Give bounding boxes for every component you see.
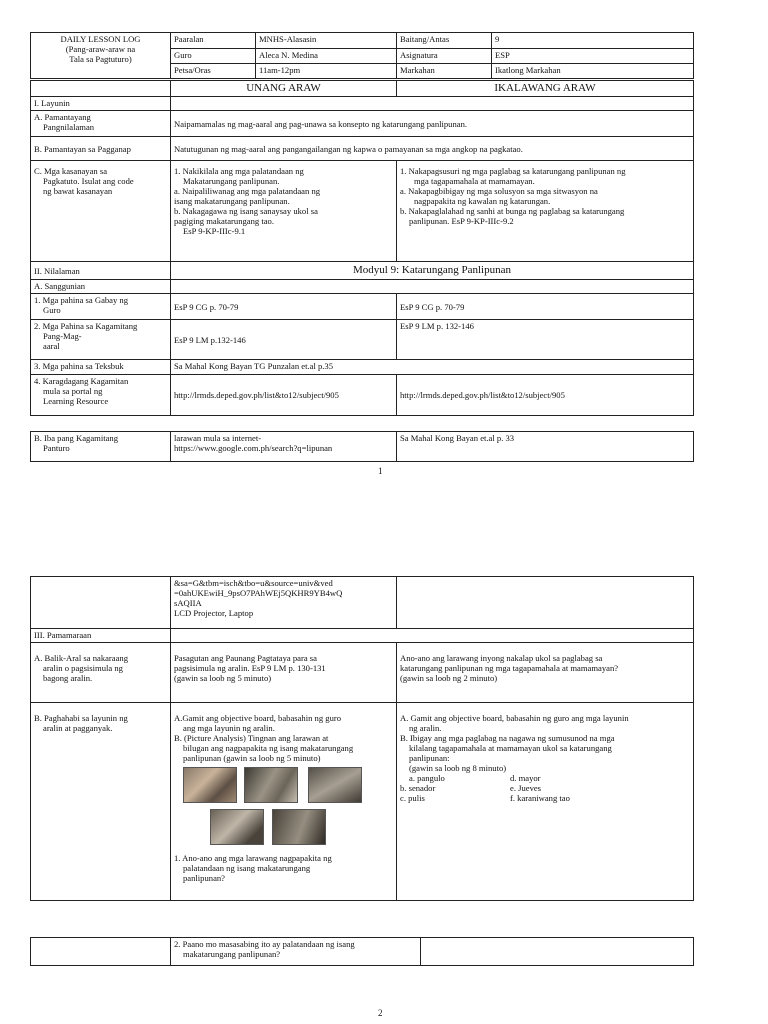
kasanayan-day2-line: 1. Nakapagsusuri ng mga paglabag sa katarungang panlipunan ng bbox=[400, 166, 626, 176]
kasanayan-day2-line: a. Nakapagbibigay ng mga solusyon sa mga sitwasyon na bbox=[400, 186, 598, 196]
paghahabi-day1 bbox=[171, 703, 397, 901]
petsa-label: Petsa/Oras bbox=[171, 64, 256, 79]
choice-item: d. mayor bbox=[510, 773, 541, 783]
lesson-log-title: DAILY LESSON LOG bbox=[60, 34, 141, 44]
pamantayang-label-1: A. Pamantayang bbox=[34, 112, 91, 122]
kagamitang-label-2: Pang-Mag- bbox=[43, 331, 82, 341]
iba-label-2: Panturo bbox=[43, 443, 70, 453]
kagamitang-day2: EsP 9 LM p. 132-146 bbox=[397, 320, 694, 360]
photo-3 bbox=[308, 767, 362, 803]
choice-item: a. pangulo bbox=[409, 773, 445, 783]
kasanayan-day2-line: mga tagapamahala at mamamayan. bbox=[414, 176, 535, 186]
nilalaman-value: Modyul 9: Katarungang Panlipunan bbox=[171, 262, 694, 280]
paghahabi-day1-line: B. (Picture Analysis) Tingnan ang larawan at bbox=[174, 733, 329, 743]
sanggunian-label: A. Sanggunian bbox=[31, 280, 171, 294]
balik-label-1: A. Balik-Aral sa nakaraang bbox=[34, 653, 129, 663]
paghahabi-day1-line: A.Gamit ang objective board, babasahin ng guro bbox=[174, 713, 342, 723]
day1-heading: UNANG ARAW bbox=[171, 81, 397, 97]
last-question-line-1: 2. Paano mo masasabing ito ay palatandaan ng isang bbox=[174, 939, 355, 949]
balik-day2-line: katarungang panlipunan ng mga tagapamahala at mamamayan? bbox=[400, 663, 619, 673]
balik-day2-line: Ano-ano ang larawang inyong nakalap ukol sa paglabag sa bbox=[400, 653, 603, 663]
balik-label bbox=[31, 643, 171, 703]
choice-item: f. karaniwang tao bbox=[510, 793, 570, 803]
karagdagang-label bbox=[31, 375, 171, 416]
guro-label: Guro bbox=[171, 49, 256, 64]
balik-day2 bbox=[397, 643, 694, 703]
kasanayan-day1-line: a. Naipaliliwanag ang mga palatandaan ng bbox=[174, 186, 321, 196]
paghahabi-day2-line: (gawin sa loob ng 8 minuto) bbox=[409, 763, 507, 773]
paghahabi-day1-line: panlipunan (gawin sa loob ng 5 minuto) bbox=[183, 753, 321, 763]
kasanayan-day1-line: 1. Nakikilala ang mga palatandaan ng bbox=[174, 166, 304, 176]
page-number-1: 1 bbox=[378, 466, 383, 476]
paaralan-label: Paaralan bbox=[171, 33, 256, 49]
pamantayang-value: Naipamamalas ng mag-aaral ang pag-unawa sa konsepto ng katarungang panlipunan. bbox=[171, 111, 694, 137]
kasanayan-label-1: C. Mga kasanayan sa bbox=[34, 166, 108, 176]
iba-day1 bbox=[171, 432, 397, 462]
paghahabi-day2-line: kilalang tagapamahala at mamamayan ukol sa katarungang bbox=[409, 743, 612, 753]
kagamitang-label-3: aaral bbox=[43, 341, 60, 351]
petsa-value: 11am-12pm bbox=[256, 64, 397, 79]
pamantayang-label bbox=[31, 111, 171, 137]
gabay-label bbox=[31, 294, 171, 320]
last-row-day2-blank bbox=[421, 938, 694, 966]
asignatura-value: ESP bbox=[492, 49, 694, 64]
balik-label-3: bagong aralin. bbox=[43, 673, 93, 683]
photo-4 bbox=[210, 809, 264, 845]
gabay-day1: EsP 9 CG p. 70-79 bbox=[171, 294, 397, 320]
pagganap-value: Natutugunan ng mag-aaral ang pangangailangan ng kapwa o pamayanan sa mga angkop na pagkatao. bbox=[171, 137, 694, 161]
paghahabi-day2-line: A. Gamit ang objective board, babasahin ng guro ang mga layunin bbox=[400, 713, 629, 723]
lesson-log-subtitle-2: Tala sa Pagtuturo) bbox=[69, 54, 132, 64]
cont-line: &sa=G&tbm=isch&tbo=u&source=univ&ved bbox=[174, 578, 333, 588]
asignatura-label: Asignatura bbox=[397, 49, 492, 64]
kasanayan-day2-line: nagpapakita ng kawalan ng katarungan. bbox=[414, 196, 551, 206]
choice-item: c. pulis bbox=[400, 793, 425, 803]
kagamitang-day1: EsP 9 LM p.132-146 bbox=[171, 320, 397, 360]
paghahabi-label bbox=[31, 703, 171, 901]
day2-heading: IKALAWANG ARAW bbox=[397, 81, 694, 97]
lesson-log-title-cell bbox=[31, 33, 171, 79]
iba-label bbox=[31, 432, 171, 462]
balik-day2-line: (gawin sa loob ng 2 minuto) bbox=[400, 673, 498, 683]
paghahabi-label-1: B. Paghahabi sa layunin ng bbox=[34, 713, 128, 723]
paghahabi-day2 bbox=[397, 703, 694, 901]
official-choices bbox=[400, 773, 690, 803]
karagdagang-label-2: mula sa portal ng bbox=[43, 386, 103, 396]
baitang-label: Baitang/Antas bbox=[397, 33, 492, 49]
paghahabi-day1-line: ang mga layunin ng aralin. bbox=[183, 723, 275, 733]
teksbuk-value: Sa Mahal Kong Bayan TG Punzalan et.al p.35 bbox=[171, 360, 694, 375]
cont-line: LCD Projector, Laptop bbox=[174, 608, 254, 618]
last-question-line-2: makatarungang panlipunan? bbox=[183, 949, 281, 959]
kagamitang-label-1: 2. Mga Pahina sa Kagamitang bbox=[34, 321, 138, 331]
header-table bbox=[30, 32, 694, 79]
nilalaman-label: II. Nilalaman bbox=[31, 262, 171, 280]
page-number-2: 2 bbox=[378, 1008, 383, 1018]
pamamaraan-blank bbox=[171, 629, 694, 643]
last-row-label-blank bbox=[31, 938, 171, 966]
kasanayan-day2-line: panlipunan. EsP 9-KP-IIIc-9.2 bbox=[409, 216, 514, 226]
kasanayan-day1-code: EsP 9-KP-IIIc-9.1 bbox=[183, 226, 246, 236]
paaralan-value: MNHS-Alasasin bbox=[256, 33, 397, 49]
cont-line: sAQIIA bbox=[174, 598, 202, 608]
balik-day1-line: (gawin sa loob ng 5 minuto) bbox=[174, 673, 272, 683]
kagamitang-label bbox=[31, 320, 171, 360]
choice-item: b. senador bbox=[400, 783, 436, 793]
gabay-label-1: 1. Mga pahina sa Gabay ng bbox=[34, 295, 129, 305]
cont-day2-blank bbox=[397, 577, 694, 629]
gabay-day2: EsP 9 CG p. 70-79 bbox=[397, 294, 694, 320]
iba-table bbox=[30, 431, 694, 462]
balik-day1 bbox=[171, 643, 397, 703]
karagdagang-day2: http://lrmds.deped.gov.ph/list&to12/subject/905 bbox=[397, 375, 694, 416]
paghahabi-day2-line: B. Ibigay ang mga paglabag na nagawa ng sumusunod na mga bbox=[400, 733, 615, 743]
layunin-blank bbox=[171, 97, 694, 111]
paghahabi-day1-line: bilugan ang nagpapakita ng isang makatarungang bbox=[183, 743, 354, 753]
iba-day1-line-2: https://www.google.com.ph/search?q=lipunan bbox=[174, 443, 333, 453]
kasanayan-label-2: Pagkatuto. Isulat ang code bbox=[43, 176, 134, 186]
pamantayang-label-2: Pangnilalaman bbox=[43, 122, 95, 132]
karagdagang-day1: http://lrmds.deped.gov.ph/list&to12/subject/905 bbox=[171, 375, 397, 416]
photo-1 bbox=[183, 767, 237, 803]
markahan-value: Ikatlong Markahan bbox=[492, 64, 694, 79]
paghahabi-label-2: aralin at pagganyak. bbox=[43, 723, 113, 733]
blank-corner bbox=[31, 81, 171, 97]
cont-label-blank bbox=[31, 577, 171, 629]
kasanayan-day2-line: b. Nakapaglalahad ng sanhi at bunga ng paglabag sa katarungang bbox=[400, 206, 625, 216]
kasanayan-day1-line: Makatarungang panlipunan. bbox=[183, 176, 280, 186]
guro-value: Aleca N. Medina bbox=[256, 49, 397, 64]
karagdagang-label-1: 4. Karagdagang Kagamitan bbox=[34, 376, 129, 386]
kasanayan-day1-line: b. Nakagagawa ng isang sanaysay ukol sa bbox=[174, 206, 318, 216]
picture-analysis-photos bbox=[174, 765, 393, 847]
pamamaraan-label: III. Pamamaraan bbox=[31, 629, 171, 643]
balik-day1-line: pagsisimula ng aralin. EsP 9 LM p. 130-131 bbox=[174, 663, 326, 673]
kasanayan-day1-line: pagiging makatarungang tao. bbox=[174, 216, 274, 226]
pagganap-label: B. Pamantayan sa Pagganap bbox=[31, 137, 171, 161]
photo-2 bbox=[244, 767, 298, 803]
paghahabi-day1-question: panlipunan? bbox=[183, 873, 225, 883]
photo-5 bbox=[272, 809, 326, 845]
kasanayan-label-3: ng bawat kasanayan bbox=[43, 186, 113, 196]
kasanayan-day1 bbox=[171, 161, 397, 262]
cont-day1 bbox=[171, 577, 397, 629]
layunin-label: I. Layunin bbox=[31, 97, 171, 111]
sanggunian-blank bbox=[171, 280, 694, 294]
paghahabi-day1-question: palatandaan ng isang makatarungang bbox=[183, 863, 311, 873]
iba-day1-line-1: larawan mula sa internet- bbox=[174, 433, 262, 443]
kasanayan-label bbox=[31, 161, 171, 262]
lesson-table-page-2-continued bbox=[30, 937, 694, 966]
balik-day1-line: Pasagutan ang Paunang Pagtataya para sa bbox=[174, 653, 317, 663]
karagdagang-label-3: Learning Resource bbox=[43, 396, 109, 406]
lesson-log-subtitle-1: (Pang-araw-araw na bbox=[65, 44, 136, 54]
iba-label-1: B. Iba pang Kagamitang bbox=[34, 433, 119, 443]
last-question bbox=[171, 938, 421, 966]
paghahabi-day2-line: ng aralin. bbox=[409, 723, 442, 733]
lesson-table-page-1 bbox=[30, 80, 694, 416]
teksbuk-label: 3. Mga pahina sa Teksbuk bbox=[31, 360, 171, 375]
markahan-label: Markahan bbox=[397, 64, 492, 79]
lesson-table-page-2 bbox=[30, 576, 694, 901]
gabay-label-2: Guro bbox=[43, 305, 61, 315]
cont-line: =0ahUKEwiH_9psO7PAhWEj5QKHR9YB4wQ bbox=[174, 588, 343, 598]
kasanayan-day1-line: isang makatarungang panlipunan. bbox=[174, 196, 290, 206]
balik-label-2: aralin o pagsisimula ng bbox=[43, 663, 123, 673]
paghahabi-day2-line: panlipunan: bbox=[409, 753, 450, 763]
choice-item: e. Jueves bbox=[510, 783, 542, 793]
iba-day2: Sa Mahal Kong Bayan et.al p. 33 bbox=[397, 432, 694, 462]
kasanayan-day2 bbox=[397, 161, 694, 262]
baitang-value: 9 bbox=[492, 33, 694, 49]
paghahabi-day1-question: 1. Ano-ano ang mga larawang nagpapakita ng bbox=[174, 853, 332, 863]
